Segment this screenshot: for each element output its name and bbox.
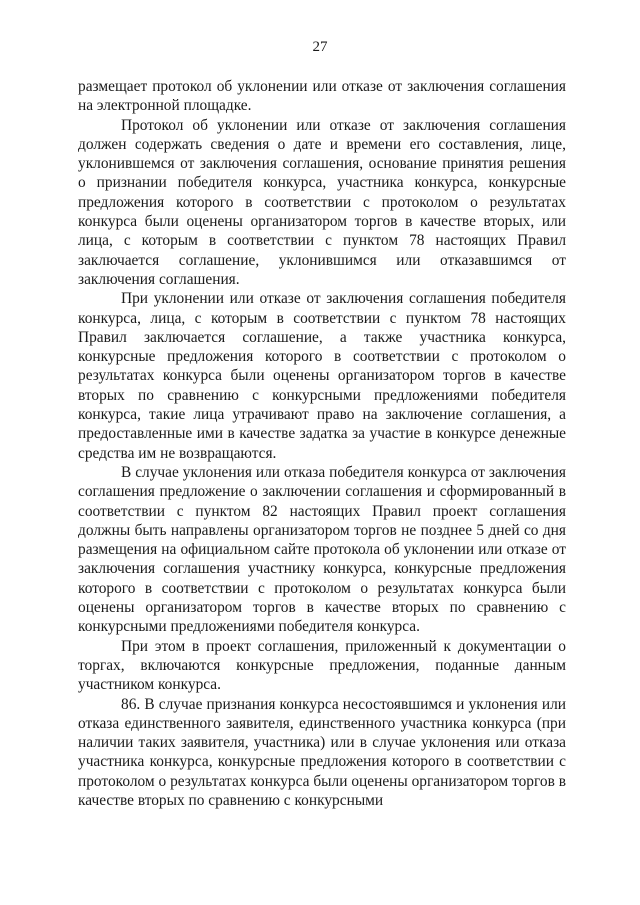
paragraph-continuation: размещает протокол об уклонении или отказе от заключения соглашения на электронной площадке. — [78, 78, 566, 115]
page-number: 27 — [312, 39, 328, 55]
paragraph-refusal-consequences: При уклонении или отказе от заключения соглашения победителя конкурса, лица, с которым в соответствии с пунктом 78 настоящих Правил заключается соглашение, а также участника конкурса, конкурсные предложения которого в соответствии с протоколом о результатах конкурса были оценены организатором торгов в качестве вторых по сравнению с конкурсными предложениями победителя конкурса, такие лица утрачивают право на заключение соглашения, а предоставленные ими в качестве задатка за участие в конкурсе денежные средства им не возвращаются. — [78, 290, 566, 462]
document-body — [78, 77, 566, 810]
paragraph-draft-agreement: При этом в проект соглашения, приложенный к документации о торгах, включаются конкурсные предложения, поданные данным участником конкурса. — [78, 637, 566, 694]
paragraph-clause-86: 86. В случае признания конкурса несостоявшимся и уклонения или отказа единственного заявителя, единственного участника конкурса (при наличии таких заявителя, участника) или в случае уклонения или отказа участника конкурса, конкурсные предложения которого в соответствии с протоколом о результатах конкурса были оценены организатором торгов в качестве вторых по сравнению с конкурсными — [78, 695, 566, 809]
paragraph-protocol-contents: Протокол об уклонении или отказе от заключения соглашения должен содержать сведения о дате и времени его составления, лице, уклонившемся от заключения соглашения, основание принятия решения о признании победителя конкурса, участника конкурса, конкурсные предложения которого в соответствии с протоколом о результатах конкурса были оценены организатором торгов в качестве вторых, или лица, с которым в соответствии с пунктом 78 настоящих Правил заключается соглашение, уклонившимся или отказавшимся от заключения соглашения. — [78, 116, 566, 288]
paragraph-winner-evasion: В случае уклонения или отказа победителя конкурса от заключения соглашения предложение о заключении соглашения и сформированный в соответствии с пунктом 82 настоящих Правил проект соглашения должны быть направлены организатором торгов не позднее 5 дней со дня размещения на официальном сайте протокола об уклонении или отказе от заключения соглашения участнику конкурса, конкурсные предложения которого в соответствии с протоколом о результатах конкурса были оценены организатором торгов в качестве вторых по сравнению с конкурсными предложениями победителя конкурса. — [78, 463, 566, 636]
